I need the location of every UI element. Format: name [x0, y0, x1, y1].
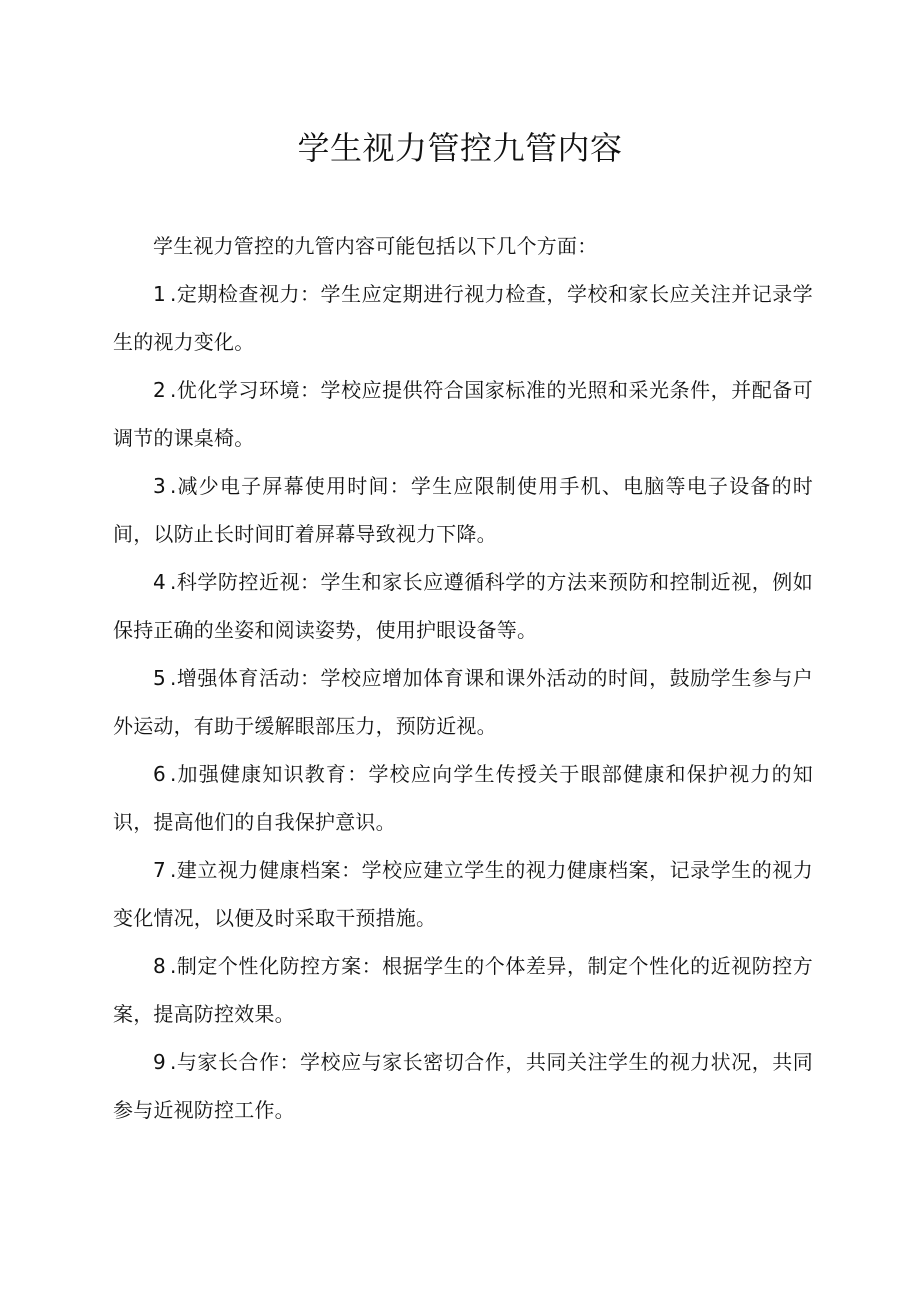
list-item — [113, 750, 813, 846]
item-text: .定期检查视力：学生应定期进行视力检查，学校和家长应关注并记录学生的视力变化。 — [113, 282, 813, 354]
item-text: .增强体育活动：学校应增加体育课和课外活动的时间，鼓励学生参与户外运动，有助于缓解眼部压力，预防近视。 — [113, 666, 813, 738]
list-item — [113, 1038, 813, 1134]
list-item — [113, 846, 813, 942]
item-text: .减少电子屏幕使用时间：学生应限制使用手机、电脑等电子设备的时间，以防止长时间盯着屏幕导致视力下降。 — [113, 474, 813, 546]
list-item — [113, 942, 813, 1038]
intro-paragraph: 学生视力管控的九管内容可能包括以下几个方面： — [153, 234, 598, 258]
item-number: 5 — [153, 666, 166, 690]
item-number: 9 — [153, 1050, 166, 1074]
list-item — [113, 558, 813, 654]
item-text: .与家长合作：学校应与家长密切合作，共同关注学生的视力状况，共同参与近视防控工作。 — [113, 1050, 813, 1122]
list-item — [113, 654, 813, 750]
item-text: .科学防控近视：学生和家长应遵循科学的方法来预防和控制近视，例如保持正确的坐姿和阅读姿势，使用护眼设备等。 — [113, 570, 813, 642]
item-text: .建立视力健康档案：学校应建立学生的视力健康档案，记录学生的视力变化情况，以便及时采取干预措施。 — [113, 858, 813, 930]
item-number: 3 — [153, 474, 166, 498]
item-number: 8 — [153, 954, 166, 978]
item-number: 2 — [153, 378, 166, 402]
list-item — [113, 270, 813, 366]
item-number: 4 — [153, 570, 166, 594]
item-text: .优化学习环境：学校应提供符合国家标准的光照和采光条件，并配备可调节的课桌椅。 — [113, 378, 813, 450]
item-number: 1 — [153, 282, 166, 306]
item-number: 6 — [153, 762, 166, 786]
list-item — [113, 462, 813, 558]
item-text: .加强健康知识教育：学校应向学生传授关于眼部健康和保护视力的知识，提高他们的自我保护意识。 — [113, 762, 813, 834]
item-text: .制定个性化防控方案：根据学生的个体差异，制定个性化的近视防控方案，提高防控效果。 — [113, 954, 813, 1026]
document-body — [113, 222, 813, 1134]
list-item — [113, 366, 813, 462]
item-number: 7 — [153, 858, 166, 882]
document-title: 学生视力管控九管内容 — [297, 129, 623, 167]
